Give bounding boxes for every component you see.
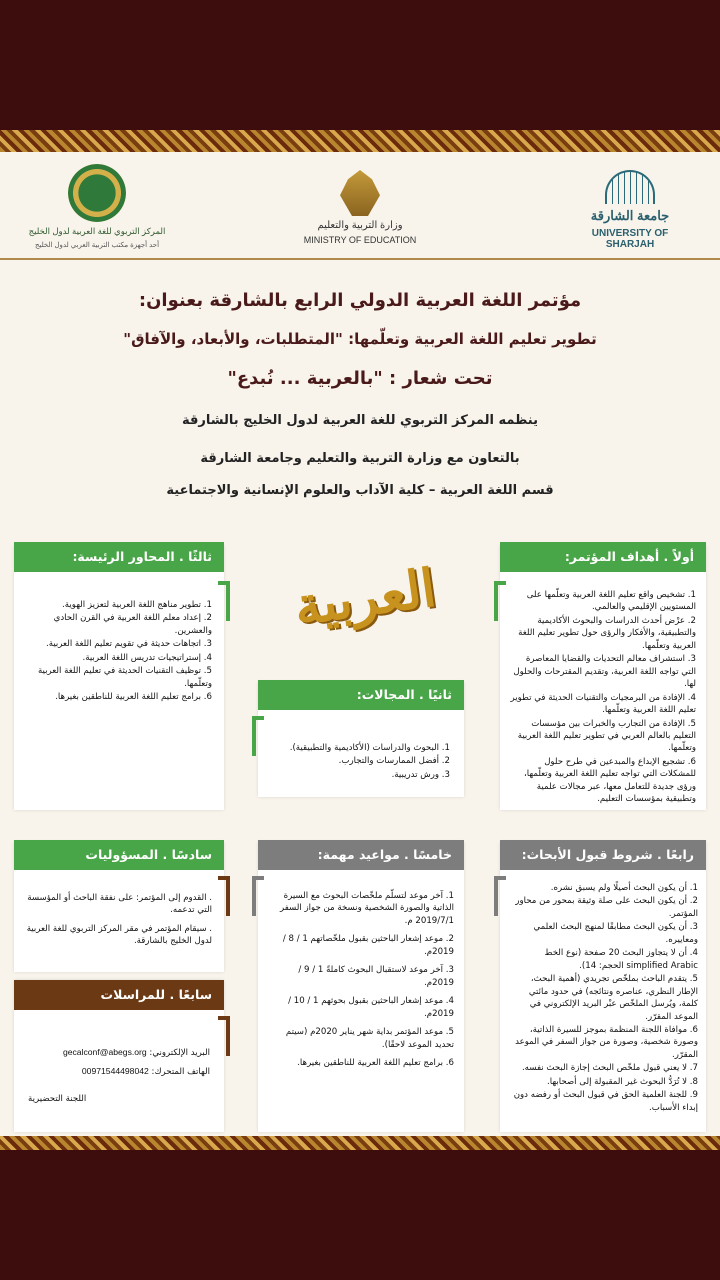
date-item: 4. موعد إشعار الباحثين بقبول بحوثهم 1 / 10 / 2019م. — [288, 996, 454, 1019]
dates-list — [266, 890, 454, 1070]
seal-icon — [68, 164, 126, 222]
date-item: 6. برامج تعليم اللغة العربية للناطقين بغيرها. — [297, 1057, 454, 1068]
date-item: 3. آخر موعد لاستقبال البحوث كاملةً 1 / 9 / 2019م. — [298, 965, 454, 988]
theme-item: 3. اتجاهات حديثة في تقويم تعليم اللغة العربية. — [45, 639, 212, 650]
card-bracket — [252, 876, 264, 916]
goals-list — [510, 589, 696, 807]
fields-card — [258, 682, 464, 797]
costs-card — [14, 842, 224, 972]
partners-line: بالتعاون مع وزارة التربية والتعليم وجامعة الشارقة — [200, 451, 520, 466]
dates-card — [258, 842, 464, 1132]
card-bracket — [218, 1016, 230, 1056]
conditions-list — [508, 882, 698, 1115]
poster — [0, 130, 720, 1150]
card-bracket — [252, 716, 264, 756]
phone-label: الهاتف المتحرك: — [151, 1067, 210, 1078]
ministry-logo — [298, 170, 422, 245]
themes-list — [22, 599, 212, 705]
conditions-card — [500, 842, 706, 1132]
header-divider — [0, 258, 720, 260]
center-name-ar: المركز التربوي للغة العربية لدول الخليج — [28, 226, 166, 236]
field-item: 3. ورش تدريبية. — [391, 769, 450, 780]
ornament-border-top — [0, 130, 720, 152]
condition-item: 7. لا يعني قبول ملخّص البحث إجازة البحث نفسه. — [521, 1063, 698, 1074]
condition-item: 5. يتقدم الباحث بملخّص تجريدي (أهمية البحث، الإطار النظري، عناصره ونتائجه) في حدود مائتي كلمة، ويُرسل الملخّص عبْر البريد الإلكتروني في الموعد المقرّر. — [528, 974, 698, 1022]
costs-list — [22, 892, 212, 949]
university-name-ar: جامعة الشارقة — [590, 208, 670, 223]
cost-item: . سيقام المؤتمر في مقر المركز التربوي للغة العربية لدول الخليج بالشارقة. — [26, 923, 212, 947]
goal-item: 4. الإفادة من البرمجيات والتقنيات الحديثة في تطوير تعليم اللغة العربية وتعلّمها. — [510, 692, 696, 716]
falcon-emblem-icon — [340, 170, 380, 216]
bottom-dark-band — [0, 1150, 720, 1280]
field-item: 2. أفضل الممارسات والتجارب. — [338, 756, 450, 767]
card-bracket — [494, 581, 506, 621]
dates-header: خامسًا . مواعيد مهمة: — [258, 840, 464, 870]
email-label: البريد الإلكتروني: — [149, 1048, 210, 1058]
goal-item: 3. استشراف معالم التحديات والقضايا المعاصرة التي تواجه اللغة العربية، وتقديم المقترحات والحلول لها. — [513, 654, 696, 690]
committee-signature: اللجنة التحضيرية — [28, 1093, 87, 1104]
ornament-border-bottom — [0, 1136, 720, 1150]
card-bracket — [218, 876, 230, 916]
costs-header: سادسًا . المسؤوليات والنفقات: — [14, 840, 224, 870]
condition-item: 6. موافاة اللجنة المنظمة بموجز للسيرة الذاتية، وصورة شخصية، وصورة من جواز السفر في الموعد المقرّر. — [515, 1024, 698, 1060]
goals-card — [500, 545, 706, 810]
goal-item: 5. الإفادة من التجارب والخبرات بين مؤسسات التعليم بالعالم العربي في تطوير تعليم اللغة العربية وتعلّمها. — [517, 718, 696, 754]
conference-theme: تطوير تعليم اللغة العربية وتعلّمها: "المتطلبات، والأبعاد، والآفاق" — [123, 330, 597, 348]
email-value[interactable]: gecalconf@abegs.org — [62, 1047, 147, 1057]
fields-header: ثانيًا . المجالات: — [258, 680, 464, 710]
contact-info — [24, 1046, 210, 1106]
field-item: 1. البحوث والدراسات (الأكاديمية والتطبيقية). — [289, 743, 450, 753]
condition-item: 1. أن يكون البحث أصيلًا ولم يسبق نشره. — [550, 883, 698, 893]
card-bracket — [494, 876, 506, 916]
theme-item: 4. إستراتيجيات تدريس اللغة العربية. — [82, 652, 212, 663]
conference-title: مؤتمر اللغة العربية الدولي الرابع بالشارقة بعنوان: — [138, 290, 582, 311]
condition-item: 8. لا تُرَدُّ البحوث غير المقبولة إلى أصحابها. — [547, 1076, 698, 1087]
goals-header: أولاً . أهداف المؤتمر: — [500, 542, 706, 572]
department-line: قسم اللغة العربية – كلية الآداب والعلوم الإنسانية والاجتماعية — [166, 483, 554, 498]
condition-item: 4. أن لا يتجاوز البحث 20 صفحة (نوع الخط simplified Arabic الحجم: 14). — [544, 948, 698, 971]
goal-item: 6. تشجيع الإبداع والمبدعين في طرح حلول للمشكلات التي تواجه تعليم اللغة العربية وتعلّمها، ورؤى جديدة للتعامل معها، عبر مجالات علمية وتطبيقية بمؤسسات التعليم. — [524, 756, 696, 805]
date-item: 2. موعد إشعار الباحثين بقبول ملخّصاتهم 1 / 8 / 2019م. — [282, 934, 454, 957]
goal-item: 1. تشخيص واقع تعليم اللغة العربية وتعلّمها على المستويين الإقليمي والعالمي. — [526, 590, 696, 613]
center-sub: أحد أجهزة مكتب التربية العربي لدول الخليج — [34, 242, 160, 249]
ministry-name-ar: وزارة التربية والتعليم — [317, 220, 403, 231]
theme-item: 6. برامج تعليم اللغة العربية للناطقين بغيرها. — [55, 692, 212, 703]
university-of-sharjah-logo — [570, 170, 690, 250]
date-item: 1. آخر موعد لتسلّم ملخّصات البحوث مع السيرة الذاتية والصورة الشخصية ونسخة من جواز السفر 2019/7/1 م. — [279, 891, 454, 926]
ministry-name-en: MINISTRY OF EDUCATION — [303, 235, 417, 245]
conditions-header: رابعًا . شروط قبول الأبحاث: — [500, 840, 706, 870]
contact-card — [14, 980, 224, 1132]
top-dark-band — [0, 0, 720, 130]
theme-item: 2. إعداد معلم اللغة العربية في القرن الحادي والعشرين. — [53, 613, 212, 636]
calligraphy-word: العربية — [290, 557, 440, 638]
card-bracket — [218, 581, 230, 621]
arabic-center-logo — [22, 164, 172, 249]
calligraphy-decoration — [285, 530, 445, 665]
contact-header: سابعًا . للمراسلات والاستفسار: — [14, 980, 224, 1010]
fields-list — [270, 742, 450, 782]
theme-item: 5. توظيف التقنيات الحديثة في تعليم اللغة العربية وتعلّمها. — [37, 666, 212, 689]
themes-card — [14, 545, 224, 810]
conference-slogan: تحت شعار : "بالعربية ... نُبدع" — [227, 368, 493, 389]
goal-item: 2. عرْض أحدث الدراسات والبحوث الأكاديمية والتطبيقية، والأفكار والرؤى حول تطوير تعليم اللغة العربية وتعلّمها. — [518, 615, 696, 651]
condition-item: 9. للجنة العلمية الحق في قبول البحث أو رفضه دون إبداء الأسباب. — [513, 1090, 698, 1113]
condition-item: 2. أن يكون البحث على صلة وثيقة بمحور من محاور المؤتمر. — [515, 896, 698, 919]
date-item: 5. موعد المؤتمر بداية شهر يناير 2020م (سيتم تحديد الموعد لاحقًا). — [285, 1027, 454, 1050]
cost-item: . القدوم إلى المؤتمر: على نفقة الباحث أو المؤسسة التي تدعمه. — [27, 893, 212, 916]
dome-icon — [605, 170, 655, 204]
theme-item: 1. تطوير مناهج اللغة العربية لتعزيز الهوية. — [62, 600, 212, 610]
condition-item: 3. أن يكون البحث مطابقًا لمنهج البحث العلمي ومعاييره. — [533, 922, 698, 945]
phone-value[interactable]: 00971544498042 — [81, 1066, 149, 1077]
organizer-line: ينظمه المركز التربوي للغة العربية لدول الخليج بالشارقة — [182, 413, 538, 428]
university-name-en: UNIVERSITY OF SHARJAH — [591, 228, 669, 250]
themes-header: ثالثًا . المحاور الرئيسة: — [14, 542, 224, 572]
